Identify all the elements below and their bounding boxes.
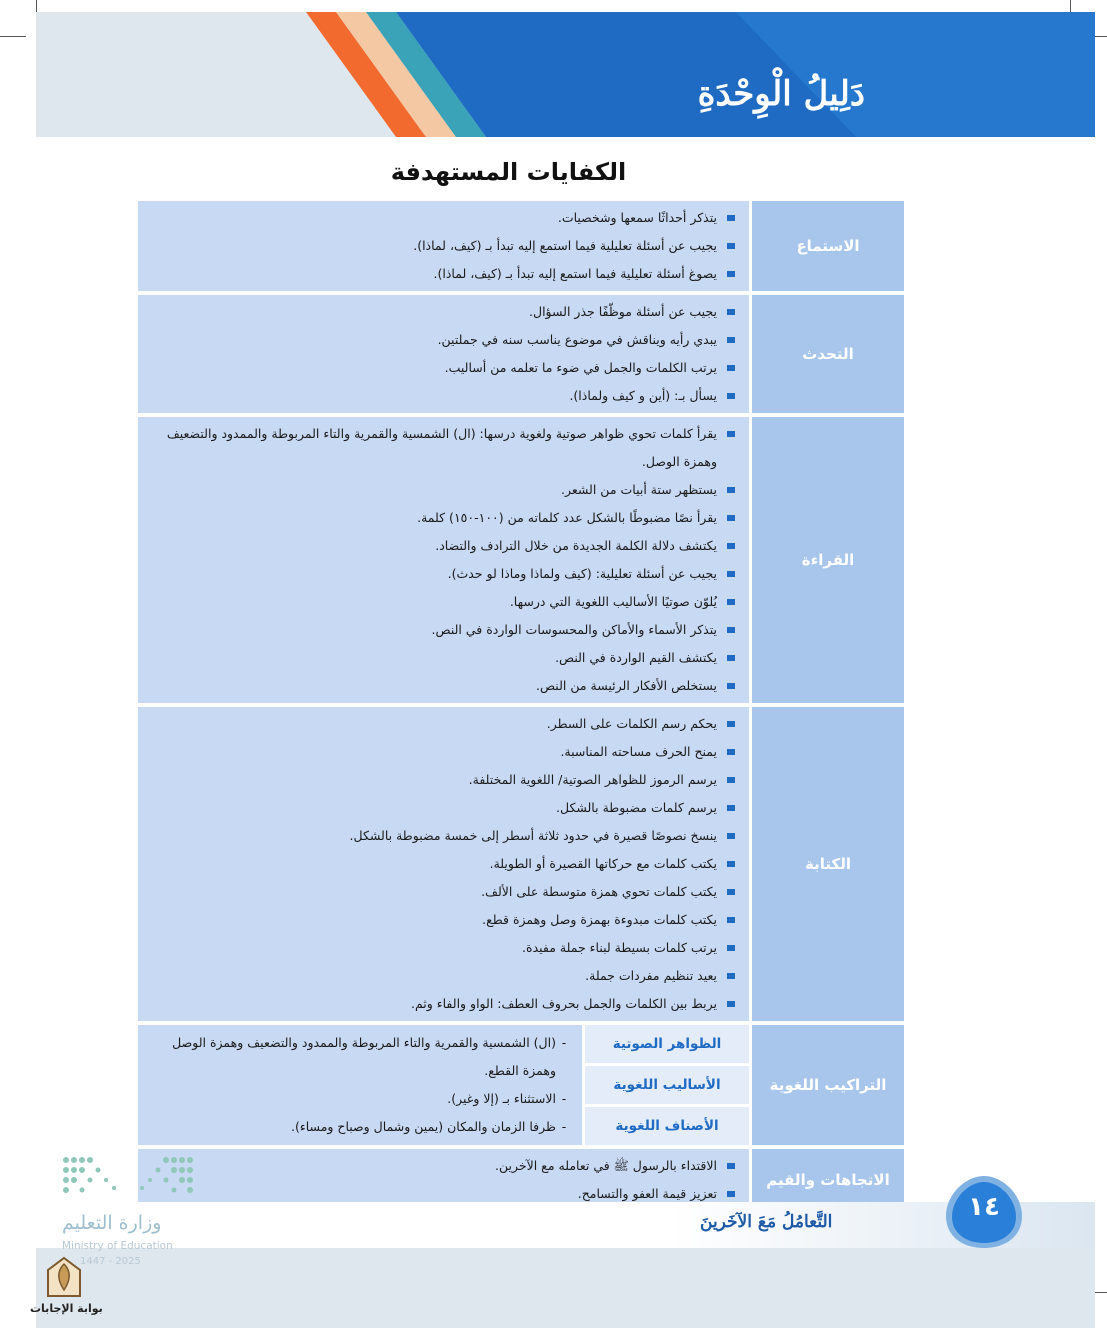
structure-label: الأصناف اللغوية: [585, 1107, 749, 1145]
category-cell: الاستماع: [752, 201, 904, 291]
header-banner: [36, 12, 1095, 137]
bullet-icon: [727, 889, 735, 895]
bullet-icon: [727, 721, 735, 727]
category-cell: الكتابة: [752, 707, 904, 1021]
list-item: يجيب عن أسئلة تعليلية فيما استمع إليه تبدأ بـ (كيف، لماذا).: [148, 232, 735, 260]
category-cell: التراكيب اللغوية: [752, 1025, 904, 1145]
edition-year: 2025 - 1447: [80, 1256, 141, 1267]
list-item: يستظهر ستة أبيات من الشعر.: [148, 476, 735, 504]
bullet-icon: [727, 571, 735, 577]
category-cell: التحدث: [752, 295, 904, 413]
structure-labels: [585, 1025, 749, 1145]
bullet-icon: [727, 973, 735, 979]
bullet-icon: [727, 861, 735, 867]
list-item: الاقتداء بالرسول ﷺ في تعامله مع الآخرين.: [148, 1152, 735, 1180]
bullet-icon: [727, 683, 735, 689]
page-title: دَلِيلُ الْوِحْدَةِ: [697, 74, 865, 114]
bullet-icon: [727, 917, 735, 923]
list-item: يربط بين الكلمات والجمل بحروف العطف: الواو والفاء وثم.: [148, 990, 735, 1018]
bullet-icon: [727, 337, 735, 343]
bullet-icon: [727, 655, 735, 661]
competencies-table: [138, 201, 904, 1215]
bullet-icon: [727, 749, 735, 755]
footer-background: [36, 1248, 1095, 1328]
bullet-icon: [727, 805, 735, 811]
ministry-name-ar: وزارة التعليم: [62, 1212, 162, 1234]
list-item: يجيب عن أسئلة موظّفًا جذر السؤال.: [148, 298, 735, 326]
row-writing: [138, 707, 904, 1021]
list-item: يستخلص الأفكار الرئيسة من النص.: [148, 672, 735, 700]
bullet-icon: [727, 271, 735, 277]
row-listening: [138, 201, 904, 291]
list-item: - الاستثناء بـ (إلا وغير).: [447, 1091, 567, 1106]
items-cell: [138, 201, 749, 291]
list-item: يكتشف دلالة الكلمة الجديدة من خلال الترادف والتضاد.: [148, 532, 735, 560]
bullet-icon: [727, 309, 735, 315]
items-cell: [138, 417, 749, 703]
list-item: - (ال) الشمسية والقمرية والتاء المربوطة والممدود والتضعيف وهمزة الوصل وهمزة القطع.: [172, 1035, 567, 1078]
bullet-icon: [727, 487, 735, 493]
items-cell: [138, 295, 749, 413]
bullet-icon: [727, 215, 735, 221]
bullet-icon: [727, 599, 735, 605]
list-item: يرتب الكلمات والجمل في ضوء ما تعلمه من أساليب.: [148, 354, 735, 382]
list-item: يسأل بـ: (أين و كيف ولماذا).: [148, 382, 735, 410]
list-item: يُلوّن صوتيًا الأساليب اللغوية التي درسها.: [148, 588, 735, 616]
list-item: يقرأ كلمات تحوي ظواهر صوتية ولغوية درسها: (ال) الشمسية والقمرية والتاء المربوطة والممدود والتضعيف وهمزة الوصل.: [148, 420, 735, 476]
list-item: يصوغ أسئلة تعليلية فيما استمع إليه تبدأ بـ (كيف، لماذا).: [148, 260, 735, 288]
list-item: يقرأ نصًا مضبوطًا بالشكل عدد كلماته من (١٠٠-١٥٠) كلمة.: [148, 504, 735, 532]
bullet-icon: [727, 243, 735, 249]
ministry-name-en: Ministry of Education: [62, 1240, 173, 1252]
list-item: يرسم الرموز للظواهر الصوتية/ اللغوية المختلفة.: [148, 766, 735, 794]
category-cell: الاتجاهات والقيم: [752, 1149, 904, 1211]
list-item: يتذكر أحداثًا سمعها وشخصيات.: [148, 204, 735, 232]
structures-cell: [138, 1025, 749, 1145]
page-number: ١٤: [968, 1192, 1000, 1222]
row-reading: [138, 417, 904, 703]
list-item: يجيب عن أسئلة تعليلية: (كيف ولماذا وماذا لو حدث).: [148, 560, 735, 588]
list-item: يكتب كلمات مع حركاتها القصيرة أو الطويلة.: [148, 850, 735, 878]
portal-logo-icon: [44, 1256, 84, 1300]
list-item: يكتب كلمات تحوي همزة متوسطة على الألف.: [148, 878, 735, 906]
bullet-icon: [727, 1191, 735, 1197]
list-item: - ظرفا الزمان والمكان (يمين وشمال وصباح ومساء).: [291, 1119, 567, 1134]
bullet-icon: [727, 1001, 735, 1007]
section-title: الكفايات المستهدفة: [390, 158, 627, 186]
bullet-icon: [727, 431, 735, 437]
ministry-logo-icon: [60, 1152, 200, 1202]
list-item: يحكم رسم الكلمات على السطر.: [148, 710, 735, 738]
structure-label: الأساليب اللغوية: [585, 1066, 749, 1104]
bullet-icon: [727, 393, 735, 399]
list-item: تعزيز قيمة العفو والتسامح.: [148, 1180, 735, 1208]
bullet-icon: [727, 777, 735, 783]
bullet-icon: [727, 945, 735, 951]
list-item: يرسم كلمات مضبوطة بالشكل.: [148, 794, 735, 822]
list-item: يرتب كلمات بسيطة لبناء جملة مفيدة.: [148, 934, 735, 962]
bullet-icon: [727, 833, 735, 839]
banner-stripes-icon: [36, 12, 1095, 137]
list-item: يكتب كلمات مبدوءة بهمزة وصل وهمزة قطع.: [148, 906, 735, 934]
list-item: يتذكر الأسماء والأماكن والمحسوسات الواردة في النص.: [148, 616, 735, 644]
footer-band: [36, 1202, 1095, 1248]
bullet-icon: [727, 627, 735, 633]
unit-name: التَّعامُلُ مَعَ الآخَرينَ: [700, 1212, 833, 1232]
row-speaking: [138, 295, 904, 413]
structure-label: الظواهر الصوتية: [585, 1025, 749, 1063]
list-item: يكتشف القيم الواردة في النص.: [148, 644, 735, 672]
list-item: ينسخ نصوصًا قصيرة في حدود ثلاثة أسطر إلى خمسة مضبوطة بالشكل.: [148, 822, 735, 850]
crop-mark: [0, 36, 26, 37]
bullet-icon: [727, 1163, 735, 1169]
list-item: يمنح الحرف مساحته المناسبة.: [148, 738, 735, 766]
bullet-icon: [727, 515, 735, 521]
category-cell: القراءة: [752, 417, 904, 703]
portal-name: بوابة الإجابات: [30, 1302, 103, 1315]
bullet-icon: [727, 543, 735, 549]
items-cell: [138, 707, 749, 1021]
bullet-icon: [727, 365, 735, 371]
list-item: يبدي رأيه ويناقش في موضوع يناسب سنه في جملتين.: [148, 326, 735, 354]
row-language-structures: [138, 1025, 904, 1145]
list-item: يعيد تنظيم مفردات جملة.: [148, 962, 735, 990]
structure-items: [138, 1025, 582, 1145]
